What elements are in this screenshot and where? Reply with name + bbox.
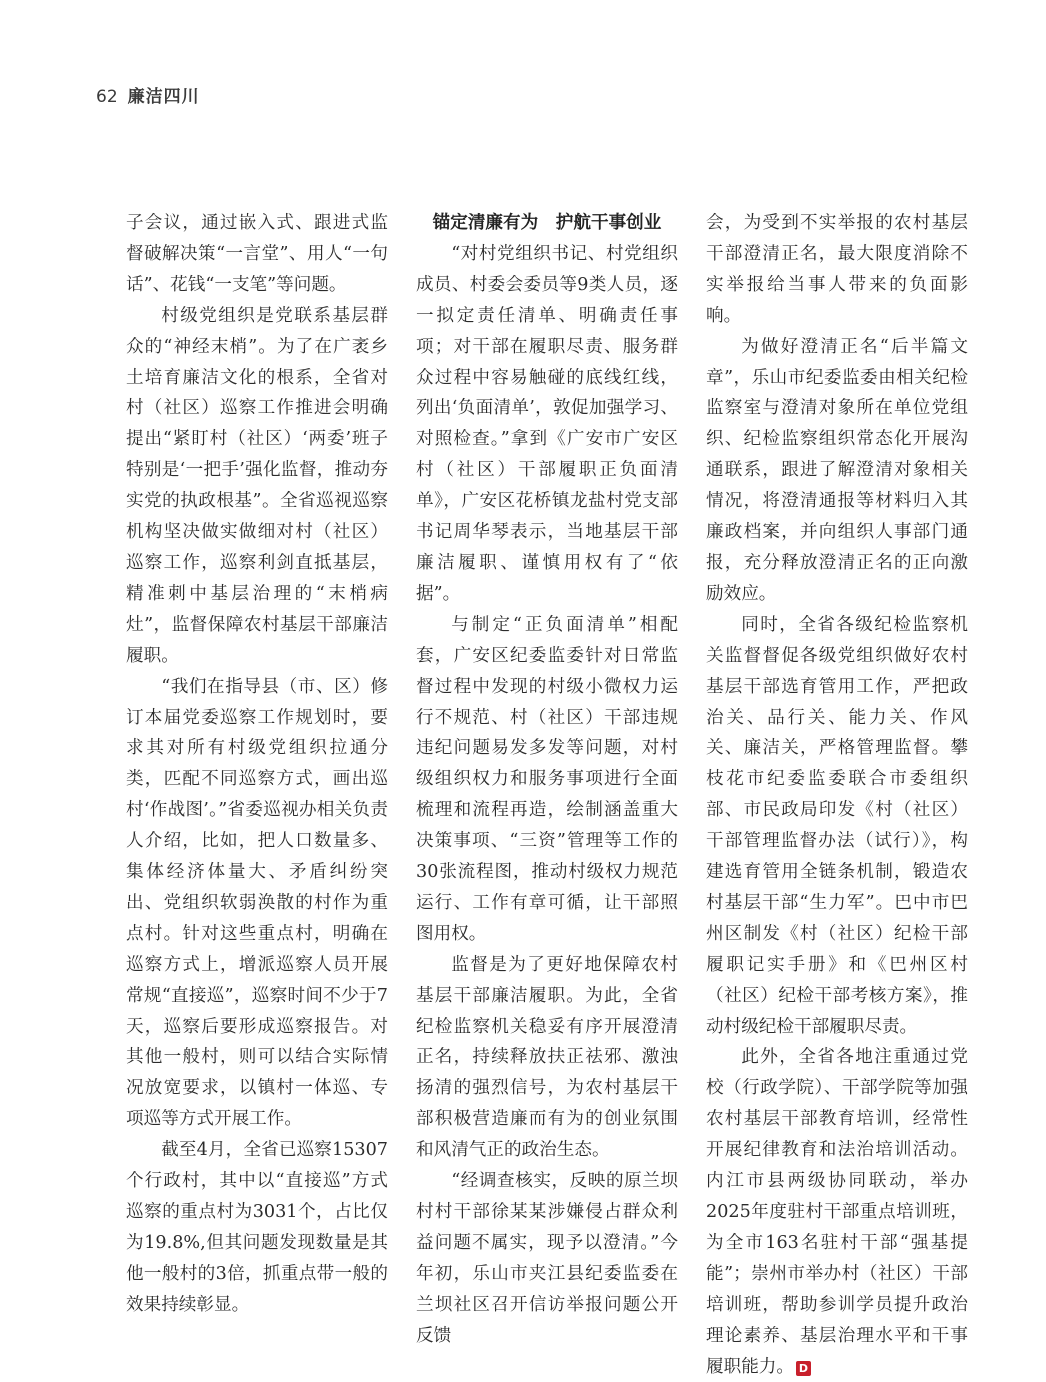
page-number: 62 <box>96 87 118 107</box>
section-title: 锚定清廉有为 护航干事创业 <box>432 213 662 233</box>
column-2 <box>416 208 678 1352</box>
paragraph: 监督是为了更好地保障农村基层干部廉洁履职。为此，全省纪检监察机关稳妥有序开展澄清正名，持续释放扶正祛邪、激浊扬清的强烈信号，为农村基层干部积极营造廉而有为的创业氛围和风清气正的政治生态。 <box>416 954 678 1161</box>
paragraph: 村级党组织是党联系基层群众的“神经末梢”。为了在广袤乡土培育廉洁文化的根系，全省对村（社区）巡察工作推进会明确提出“紧盯村（社区）‘两委’班子特别是‘一把手’强化监督，推动夯实党的执政根基”。全省巡视巡察机构坚决做实做细对村（社区）巡察工作，巡察利剑直抵基层，精准刺中基层治理的“末梢病灶”，监督保障农村基层干部廉洁履职。 <box>126 305 388 666</box>
paragraph: “经调查核实，反映的原兰坝村村干部徐某某涉嫌侵占群众利益问题不属实，现予以澄清。”今年初，乐山市夹江县纪委监委在兰坝社区召开信访举报问题公开反馈 <box>416 1171 678 1346</box>
column-1 <box>126 208 388 1321</box>
paragraph <box>706 1042 968 1382</box>
paragraph: 同时，全省各级纪检监察机关监督督促各级党组织做好农村基层干部选育管用工作，严把政治关、品行关、能力关、作风关、廉洁关，严格管理监督。攀枝花市纪委监委联合市委组织部、市民政局印发《村（社区）干部管理监督办法（试行）》，构建选育管用全链条机制，锻造农村基层干部“生力军”。巴中市巴州区制发《村（社区）纪检干部履职记实手册》和《巴州区村（社区）纪检干部考核方案》，推动村级纪检干部履职尽责。 <box>706 614 968 1037</box>
page-header <box>96 82 200 107</box>
paragraph: “对村党组织书记、村党组织成员、村委会委员等9类人员，逐一拟定责任清单、明确责任事项；对干部在履职尽责、服务群众过程中容易触碰的底线红线，列出‘负面清单’，敦促加强学习、对照检查。”拿到《广安市广安区村（社区）干部履职正负面清单》，广安区花桥镇龙盐村党支部书记周华琴表示，当地基层干部廉洁履职、谨慎用权有了“依据”。 <box>416 243 678 604</box>
paragraph: “我们在指导县（市、区）修订本届党委巡察工作规划时，要求其对所有村级党组织拉通分类，匹配不同巡察方式，画出巡村‘作战图’。”省委巡视办相关负责人介绍，比如，把人口数量多、集体经济体量大、矛盾纠纷突出、党组织软弱涣散的村作为重点村。针对这些重点村，明确在巡察方式上，增派巡察人员开展常规“直接巡”，巡察时间不少于7天，巡察后要形成巡察报告。对其他一般村，则可以结合实际情况放宽要求，以镇村一体巡、专项巡等方式开展工作。 <box>126 676 388 1130</box>
paragraph: 为做好澄清正名“后半篇文章”，乐山市纪委监委由相关纪检监察室与澄清对象所在单位党组织、纪检监察组织常态化开展沟通联系，跟进了解澄清对象相关情况，将澄清通报等材料归入其廉政档案，并向组织人事部门通报，充分释放澄清正名的正向激励效应。 <box>706 336 968 604</box>
paragraph-text: 此外，全省各地注重通过党校（行政学院）、干部学院等加强农村基层干部教育培训，经常性开展纪律教育和法治培训活动。内江市县两级协同联动，举办2025年度驻村干部重点培训班，为全市163名驻村干部“强基提能”；崇州市举办村（社区）干部培训班，帮助参训学员提升政治理论素养、基层治理水平和干事履职能力。 <box>706 1047 968 1377</box>
paragraph: 会，为受到不实举报的农村基层干部澄清正名，最大限度消除不实举报给当事人带来的负面影响。 <box>706 213 968 326</box>
article-end-icon: D <box>796 1361 811 1376</box>
paragraph: 与制定“正负面清单”相配套，广安区纪委监委针对日常监督过程中发现的村级小微权力运行不规范、村（社区）干部违规违纪问题易发多发等问题，对村级组织权力和服务事项进行全面梳理和流程再造，绘制涵盖重大决策事项、“三资”管理等工作的30张流程图，推动村级权力规范运行、工作有章可循，让干部照图用权。 <box>416 614 678 944</box>
paragraph: 子会议，通过嵌入式、跟进式监督破解决策“一言堂”、用人“一句话”、花钱“一支笔”等问题。 <box>126 213 388 295</box>
paragraph: 截至4月，全省已巡察15307个行政村，其中以“直接巡”方式巡察的重点村为3031个，占比仅为19.8%,但其问题发现数量是其他一般村的3倍，抓重点带一般的效果持续彰显。 <box>126 1140 388 1315</box>
magazine-name: 廉洁四川 <box>127 87 200 107</box>
column-3 <box>706 208 968 1382</box>
